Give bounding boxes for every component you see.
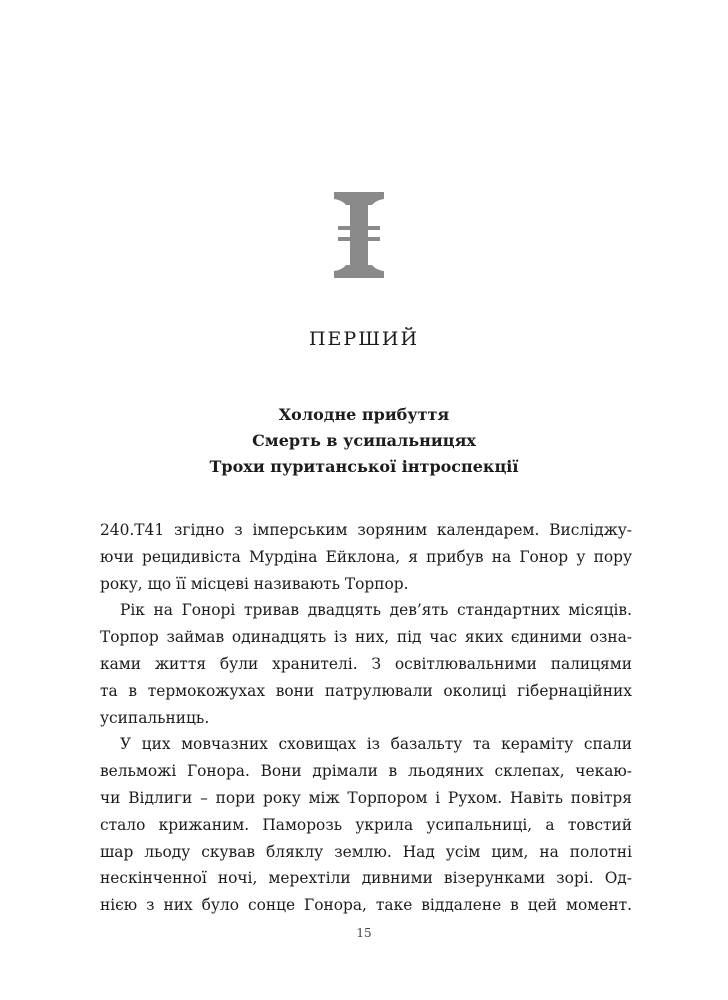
text-line: нескінченної ночі, мерехтіли дивними візерунками зорі. Од- (100, 869, 632, 888)
text-line: шар льоду скував бляклу землю. Над усім цим, на полотні (100, 842, 632, 861)
text-line: чи Відлиги – пори року між Торпором і Рухом. Навіть повітря (100, 788, 632, 807)
text-line: ючи рецидивіста Мурдіна Ейклона, я прибув на Гонор у пору (100, 547, 632, 566)
roman-numeral-one-icon (332, 192, 386, 278)
text-line: стало крижаним. Паморозь укрила усипальниці, а товстий (100, 815, 632, 834)
paragraph (100, 517, 632, 597)
text-line: року, що її місцеві називають Торпор. (100, 574, 409, 593)
text-line: Торпор займав одинадцять із них, під час яких єдиними озна- (100, 628, 632, 647)
paragraph (100, 597, 632, 731)
text-line: Рік на Гонорі тривав двадцять дев’ять стандартних місяців. (120, 601, 632, 620)
paragraph (100, 731, 632, 919)
chapter-subtitles (0, 402, 728, 480)
text-line: У цих мовчазних сховищах із базальту та кераміту спали (120, 735, 632, 754)
text-line: усипальниць. (100, 708, 210, 727)
page-number: 15 (356, 926, 372, 940)
text-line: 240.T41 згідно з імперським зоряним календарем. Висліджу- (100, 521, 632, 539)
text-line: та в термокожухах вони патрулювали околиці гібернаційних (100, 681, 632, 700)
text-line: нією з них було сонце Гонора, таке віддалене в цей момент. (100, 896, 632, 915)
chapter-subtitle: Смерть в усипальницях (252, 431, 476, 450)
chapter-subtitle: Трохи пуританської інтроспекції (209, 457, 519, 476)
text-line: ками життя були хранителі. З освітлювальними палицями (100, 654, 632, 673)
chapter-title: ПЕРШИЙ (308, 328, 420, 350)
text-line: вельможі Гонора. Вони дрімали в льодяних склепах, чекаю- (100, 762, 632, 781)
chapter-subtitle: Холодне прибуття (278, 405, 450, 424)
body-text (100, 517, 632, 919)
